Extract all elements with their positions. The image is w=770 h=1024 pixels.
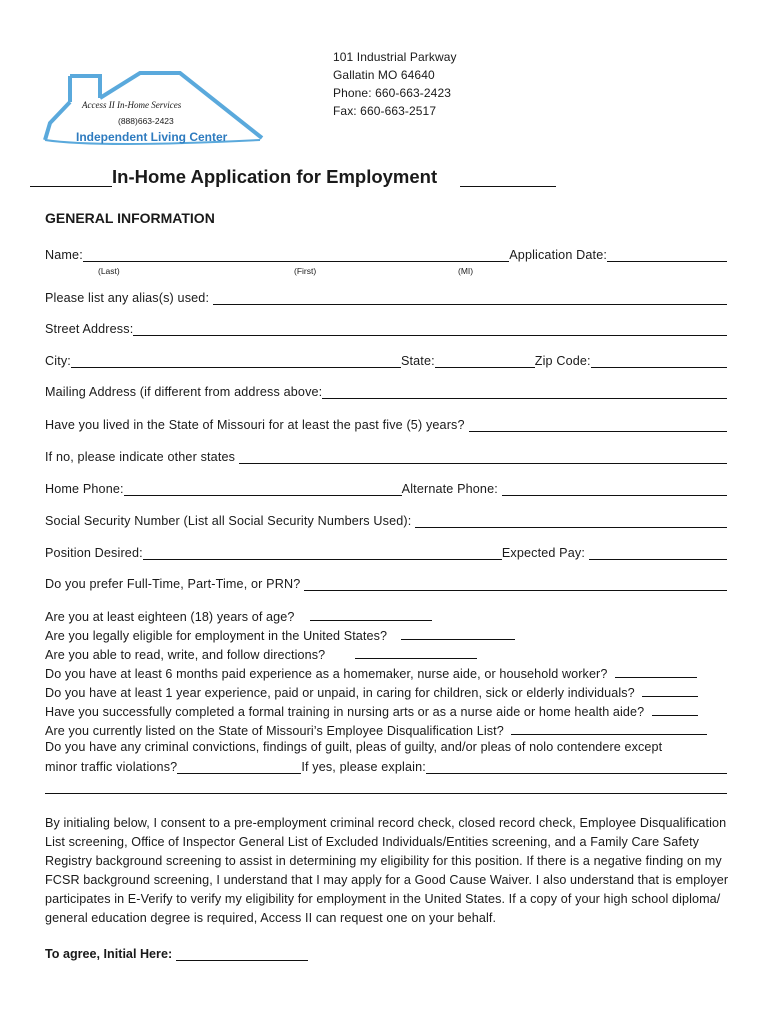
question-read-write-label: Are you able to read, write, and follow directions?: [45, 648, 326, 662]
section-heading: GENERAL INFORMATION: [45, 210, 215, 226]
question-training-field[interactable]: [652, 702, 698, 716]
prefer-label: Do you prefer Full-Time, Part-Time, or PRN?: [45, 577, 301, 591]
other-states-row: [45, 450, 727, 464]
street-row: [45, 322, 727, 336]
alias-label: Please list any alias(s) used:: [45, 291, 210, 305]
company-logo: [40, 68, 265, 150]
question-care-experience: [45, 683, 698, 700]
question-disqualification-field[interactable]: [511, 721, 707, 735]
application-date-label: Application Date:: [509, 248, 607, 262]
question-convictions-label: Do you have any criminal convictions, findings of guilt, pleas of guilty, and/or pleas of nolo contendere except: [45, 740, 663, 754]
home-phone-label: Home Phone:: [45, 482, 124, 496]
explain-field[interactable]: [426, 760, 727, 774]
initial-label: To agree, Initial Here:: [45, 947, 173, 961]
question-disqualification: [45, 721, 707, 738]
street-label: Street Address:: [45, 322, 134, 336]
state-label: State:: [400, 354, 435, 368]
question-convictions: [45, 740, 662, 754]
city-label: City:: [45, 354, 71, 368]
mailing-label: Mailing Address (if different from address above:: [45, 385, 323, 399]
missouri-label: Have you lived in the State of Missouri for at least the past five (5) years?: [45, 418, 465, 432]
zip-label: Zip Code:: [534, 354, 591, 368]
title-rule-left: [30, 186, 112, 187]
city-field[interactable]: [71, 354, 401, 368]
question-read-write: [45, 645, 477, 662]
application-date-field[interactable]: [607, 248, 727, 262]
initial-field[interactable]: [176, 947, 308, 961]
state-field[interactable]: [435, 354, 535, 368]
mailing-field[interactable]: [322, 385, 727, 399]
name-first-hint: (First): [294, 266, 317, 276]
position-field[interactable]: [143, 546, 502, 560]
mailing-row: [45, 385, 727, 399]
logo-phone: (888)663-2423: [118, 116, 174, 126]
phone-row: [45, 482, 727, 496]
address-phone: Phone: 660-663-2423: [333, 86, 451, 100]
question-age-field[interactable]: [310, 607, 432, 621]
position-label: Position Desired:: [45, 546, 143, 560]
missouri-field[interactable]: [469, 418, 727, 432]
home-phone-field[interactable]: [124, 482, 402, 496]
address-city: Gallatin MO 64640: [333, 68, 435, 82]
question-disqualification-label: Are you currently listed on the State of Missouri’s Employee Disqualification List?: [45, 724, 504, 738]
question-paid-experience-field[interactable]: [615, 664, 697, 678]
if-yes-label: If yes, please explain:: [301, 760, 426, 774]
question-paid-experience: [45, 664, 697, 681]
logo-center-name: Independent Living Center: [76, 130, 228, 144]
prefer-field[interactable]: [304, 577, 727, 591]
other-states-label: If no, please indicate other states: [45, 450, 236, 464]
ssn-row: [45, 514, 727, 528]
alt-phone-field[interactable]: [502, 482, 727, 496]
prefer-row: [45, 577, 727, 591]
city-row: [45, 354, 727, 368]
consent-paragraph: By initialing below, I consent to a pre-employment criminal record check, closed record check, Employee Disqualification List screening, Office of Inspector General List of Excluded Individuals/Entities screening, and a Family Care Safety Registry background screening to assist in determining my eligibility for this position. If there is a negative finding on my FCSR background screening, I understand that I may apply for a Good Cause Waiver. I also understand that is employer participates in E-Verify to verify my eligibility for employment in the United States. If a copy of your high school diploma/ general education degree is required, Access II can request one on your behalf.: [45, 816, 729, 925]
question-age-label: Are you at least eighteen (18) years of age?: [45, 610, 295, 624]
name-field[interactable]: [83, 248, 509, 262]
question-eligible: [45, 626, 515, 643]
question-care-experience-label: Do you have at least 1 year experience, paid or unpaid, in caring for children, sick or elderly individuals?: [45, 686, 635, 700]
title-rule-right: [460, 186, 556, 187]
name-mi-hint: (MI): [458, 266, 474, 276]
expected-pay-label: Expected Pay:: [501, 546, 585, 560]
minor-traffic-label: minor traffic violations?: [45, 760, 178, 774]
question-training: [45, 702, 698, 719]
address-street: 101 Industrial Parkway: [333, 50, 457, 64]
missouri-row: [45, 418, 727, 432]
question-eligible-label: Are you legally eligible for employment in the United States?: [45, 629, 388, 643]
name-row: [45, 248, 727, 262]
name-last-hint: (Last): [98, 266, 120, 276]
minor-traffic-field[interactable]: [177, 760, 301, 774]
other-states-field[interactable]: [239, 450, 727, 464]
alt-phone-label: Alternate Phone:: [401, 482, 498, 496]
initial-row: [45, 947, 308, 961]
position-row: [45, 546, 727, 560]
street-field[interactable]: [133, 322, 727, 336]
alias-field[interactable]: [213, 291, 727, 305]
question-paid-experience-label: Do you have at least 6 months paid experience as a homemaker, nurse aide, or household worker?: [45, 667, 608, 681]
company-address: [333, 48, 457, 120]
ssn-field[interactable]: [415, 514, 727, 528]
question-eligible-field[interactable]: [401, 626, 515, 640]
explain-field-continued[interactable]: [45, 793, 727, 794]
expected-pay-field[interactable]: [589, 546, 727, 560]
logo-company-name: Access II In-Home Services: [82, 100, 182, 110]
question-training-label: Have you successfully completed a formal training in nursing arts or as a nurse aide or home health aide?: [45, 705, 645, 719]
page-title: In-Home Application for Employment: [112, 166, 438, 187]
alias-row: [45, 291, 727, 305]
zip-field[interactable]: [591, 354, 727, 368]
question-care-experience-field[interactable]: [642, 683, 698, 697]
minor-traffic-row: [45, 760, 727, 774]
ssn-label: Social Security Number (List all Social Security Numbers Used):: [45, 514, 412, 528]
question-read-write-field[interactable]: [355, 645, 477, 659]
question-age: [45, 607, 432, 624]
address-fax: Fax: 660-663-2517: [333, 104, 437, 118]
name-label: Name:: [45, 248, 83, 262]
